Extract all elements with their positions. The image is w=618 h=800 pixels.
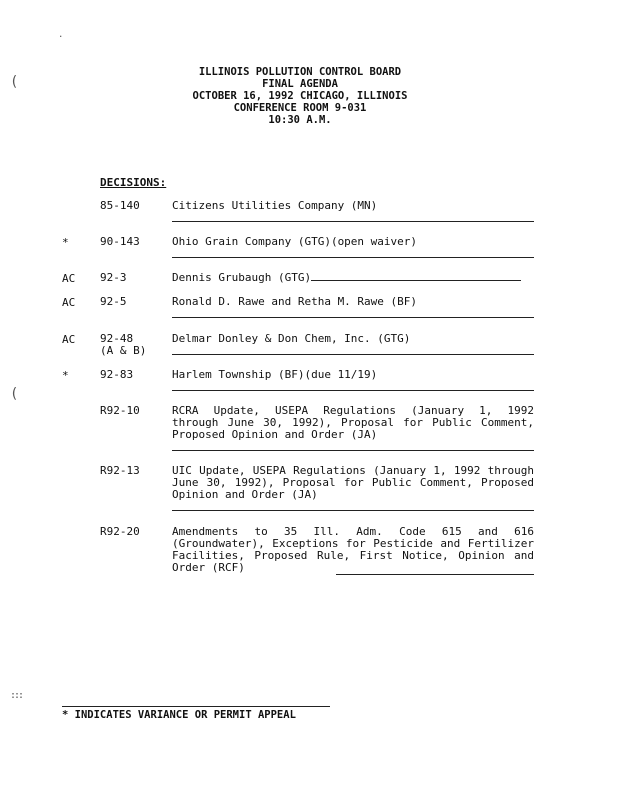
meeting-time: 10:30 A.M. bbox=[268, 114, 332, 126]
item-marker: AC bbox=[62, 296, 76, 309]
item-title: Ronald D. Rawe and Retha M. Rawe (BF) bbox=[172, 295, 418, 308]
item-marker: * bbox=[62, 369, 69, 382]
item-rule bbox=[172, 257, 534, 258]
docket-number: 92-83 bbox=[100, 368, 134, 381]
footnote-rule bbox=[62, 706, 330, 707]
item-title: Harlem Township (BF)(due 11/19) bbox=[172, 368, 378, 381]
item-marker: AC bbox=[62, 333, 76, 346]
agenda-header bbox=[100, 66, 500, 126]
docket-number: 92-48 bbox=[100, 332, 134, 345]
item-title: UIC Update, USEPA Regulations (January 1, 1992 through June 30, 1992), Proposal for Public Comment, Proposed Opinion and Order (JA) bbox=[172, 464, 534, 501]
item-title-text: Dennis Grubaugh (GTG) bbox=[172, 271, 312, 284]
item-rule bbox=[172, 221, 534, 222]
meeting-room: CONFERENCE ROOM 9-031 bbox=[233, 102, 367, 114]
item-rule bbox=[172, 317, 534, 318]
item-marker: * bbox=[62, 236, 69, 249]
docket-number: R92-10 bbox=[100, 404, 140, 417]
item-marker: AC bbox=[62, 272, 76, 285]
item-title: RCRA Update, USEPA Regulations (January 1, 1992 through June 30, 1992), Proposal for Public Comment, Proposed Opinion and Order (JA) bbox=[172, 404, 534, 441]
docket-number: R92-13 bbox=[100, 464, 140, 477]
docket-number: R92-20 bbox=[100, 525, 140, 538]
section-heading: DECISIONS: bbox=[100, 176, 167, 189]
footnote: * INDICATES VARIANCE OR PERMIT APPEAL bbox=[62, 709, 296, 721]
item-rule bbox=[172, 354, 534, 355]
docket-subpart: (A & B) bbox=[100, 344, 147, 357]
item-rule bbox=[172, 510, 534, 511]
docket-number: 90-143 bbox=[100, 235, 140, 248]
agenda-type: FINAL AGENDA bbox=[262, 78, 338, 90]
item-rule bbox=[311, 280, 521, 281]
item-title: Citizens Utilities Company (MN) bbox=[172, 199, 378, 212]
agenda-page: ( ( . ::: ILLINOIS POLLUTION CONTROL BOARD FINAL AGENDA OCTOBER 16, 1992 CHICAGO, ILLINOIS CONFERENCE ROOM 9-031 10:30 A.M. DECISIONS: 85-140 Citizens Utilities Company (MN) * 90-143 Ohio Grain Company (GTG)(open waiver) AC 92-3 Dennis Grubaugh (GTG) AC 92-5 Ronald D. Rawe and Retha M. Rawe (BF) AC 92-48 (A & B) Delmar Donley & Don Chem, Inc. (GTG) * 92-83 Harlem Township (BF)(due 11/19) R92-10 RCRA Update, USEPA Regulations (January 1, 1992 through June 30, 1992), Proposal for Public Comment, Proposed Opinion and Order (JA) R92-13 UIC Update, USEPA Regulations (January 1, 1992 through June 30, 1992), Proposal for Public Comment, Proposed Opinion and Order (JA) R92-20 Amendments to 35 Ill. Adm. Code 615 and 616 (Groundwater), Exceptions for Pesticide and Fertilizer Facilities, Proposed Rule, First Notice, Opinion and Order (RCF) * INDICATES VARIANCE OR PERMIT APPEAL bbox=[10, 30, 534, 721]
meeting-date-location: OCTOBER 16, 1992 CHICAGO, ILLINOIS bbox=[192, 90, 408, 102]
item-title: Amendments to 35 Ill. Adm. Code 615 and 616 (Groundwater), Exceptions for Pesticide and Fertilizer Facilities, Proposed Rule, First Notice, Opinion and Order (RCF) bbox=[172, 525, 534, 574]
docket-number: 92-5 bbox=[100, 295, 127, 308]
item-title: Delmar Donley & Don Chem, Inc. (GTG) bbox=[172, 332, 411, 345]
docket-number: 85-140 bbox=[100, 199, 140, 212]
docket-number: 92-3 bbox=[100, 271, 127, 284]
item-rule bbox=[172, 450, 534, 451]
item-title bbox=[172, 272, 534, 284]
item-title: Ohio Grain Company (GTG)(open waiver) bbox=[172, 235, 418, 248]
item-rule bbox=[172, 390, 534, 391]
board-name: ILLINOIS POLLUTION CONTROL BOARD bbox=[198, 66, 402, 78]
item-rule bbox=[336, 574, 534, 575]
